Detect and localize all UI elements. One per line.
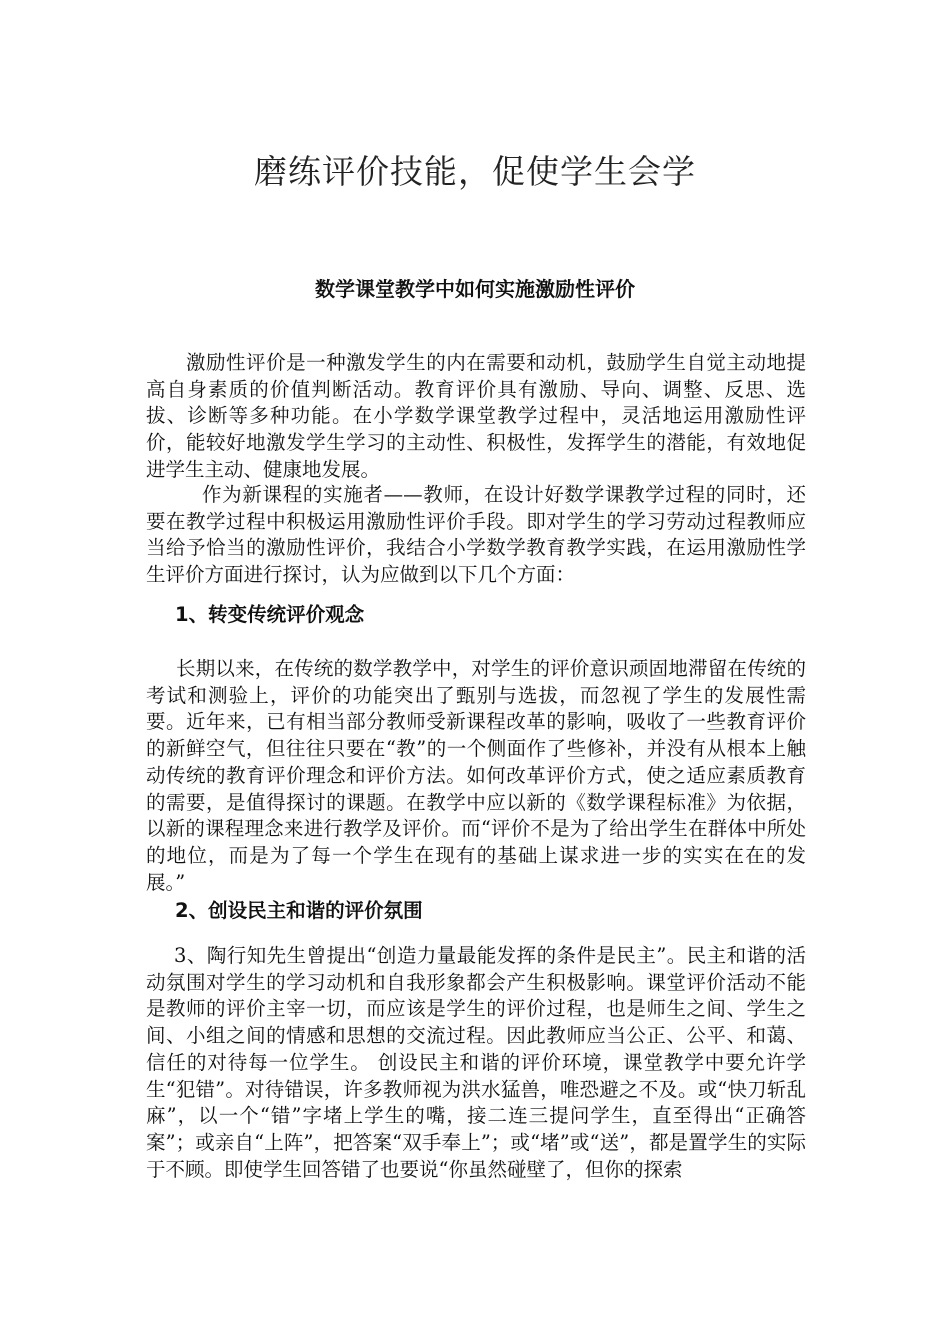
section-1-paragraph: 长期以来，在传统的数学教学中，对学生的评价意识顽固地滞留在传统的考试和测验上，评价的功能突出了甄别与选拔，而忽视了学生的发展性需要。近年来，已有相当部分教师受新课程改革的影响，吸收了一些教育评价的新鲜空气，但往往只要在“教”的一个侧面作了些修补，并没有从根本上触动传统的教育评价理念和评价方法。如何改革评价方式，使之适应素质教育的需要，是值得探讨的课题。在教学中应以新的《数学课程标准》为依据，以新的课程理念来进行教学及评价。而“评价不是为了给出学生在群体中所处的地位，而是为了每一个学生在现有的基础上谋求进一步的实实在在的发展。” xyxy=(146,657,806,894)
intro-paragraph-1: 激励性评价是一种激发学生的内在需要和动机，鼓励学生自觉主动地提高自身素质的价值判断活动。教育评价具有激励、导向、调整、反思、选拔、诊断等多种功能。在小学数学课堂教学过程中，灵活地运用激励性评价，能较好地激发学生学习的主动性、积极性，发挥学生的潜能，有效地促进学生主动、健康地发展。 xyxy=(146,351,806,481)
section-1-heading: 1、转变传统评价观念 xyxy=(175,603,365,626)
section-2-paragraph: 3、陶行知先生曾提出“创造力量最能发挥的条件是民主”。民主和谐的活动氛围对学生的学习动机和自我形象都会产生积极影响。课堂评价活动不能是教师的评价主宰一切，而应该是学生的评价过程，也是师生之间、学生之间、小组之间的情感和思想的交流过程。因此教师应当公正、公平、和蔼、信任的对待每一位学生。 创设民主和谐的评价环境，课堂教学中要允许学生“犯错”。对待错误，许多教师视为洪水猛兽，唯恐避之不及。或“快刀斩乱麻”，以一个“错”字堵上学生的嘴，接二连三提问学生，直至得出“正确答案”；或亲自“上阵”，把答案“双手奉上”；或“堵”或“送”，都是置学生的实际于不顾。即使学生回答错了也要说“你虽然碰壁了，但你的探索 xyxy=(146,944,806,1181)
section-2-heading: 2、创设民主和谐的评价氛围 xyxy=(175,899,423,922)
intro-paragraph-2: 作为新课程的实施者——教师，在设计好数学课教学过程的同时，还要在教学过程中积极运用激励性评价手段。即对学生的学习劳动过程教师应当给予恰当的激励性评价，我结合小学数学教育教学实践，在运用激励性学生评价方面进行探讨，认为应做到以下几个方面： xyxy=(146,483,806,587)
document-subtitle: 数学课堂教学中如何实施激励性评价 xyxy=(315,276,635,301)
document-title: 磨练评价技能，促使学生会学 xyxy=(254,152,696,192)
